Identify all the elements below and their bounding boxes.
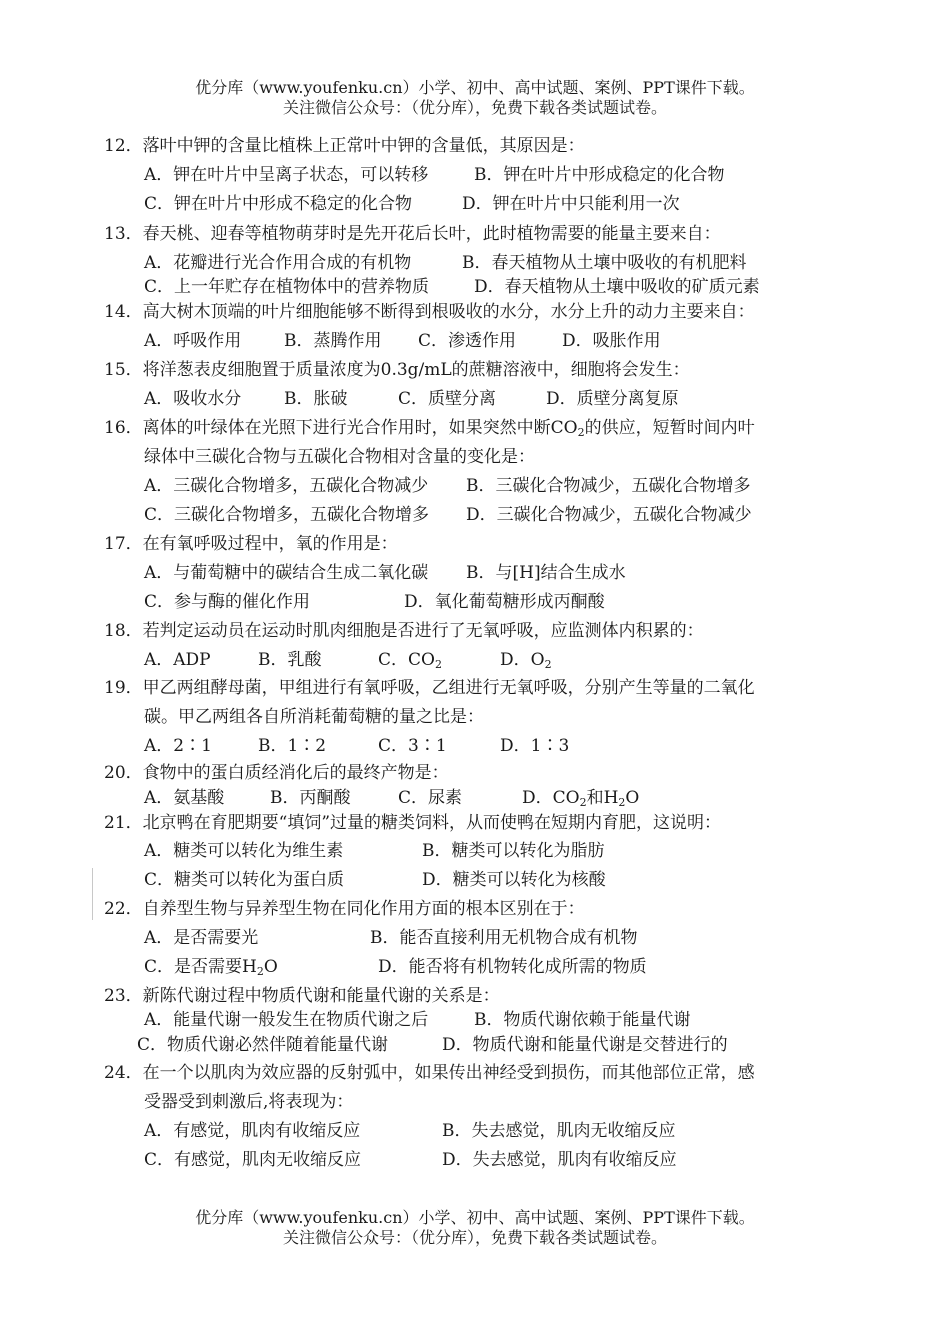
question-15-option-c: C．质壁分离 — [398, 389, 497, 409]
page-header — [0, 78, 950, 118]
question-15-option-d: D．质壁分离复原 — [546, 389, 679, 409]
question-14-option-a: A．呼吸作用 — [144, 331, 242, 351]
question-16-stem: 16．离体的叶绿体在光照下进行光合作用时，如果突然中断$CO_2$的供应，短暂时间内叶 — [104, 418, 755, 439]
question-21-option-a: A．糖类可以转化为维生素 — [144, 841, 344, 861]
question-20-option-b: B．丙酮酸 — [270, 788, 351, 808]
question-23-option-a: A．能量代谢一般发生在物质代谢之后 — [144, 1010, 429, 1030]
question-17-option-d: D．氧化葡萄糖形成丙酮酸 — [404, 592, 605, 612]
question-22-stem: 22．自养型生物与异养型生物在同化作用方面的根本区别在于： — [104, 899, 585, 919]
question-23-option-b: B．物质代谢依赖于能量代谢 — [474, 1010, 691, 1030]
question-13-option-b: B．春天植物从土壤中吸收的有机肥料 — [462, 253, 747, 273]
question-14-stem: 14．高大树木顶端的叶片细胞能够不断得到根吸收的水分，水分上升的动力主要来自： — [104, 302, 755, 322]
question-16-stem-cont: 绿体中三碳化合物与五碳化合物相对含量的变化是： — [144, 447, 535, 467]
question-24-option-d: D．失去感觉，肌肉有收缩反应 — [442, 1150, 677, 1170]
question-18-option-d: D．$O_2$ — [500, 650, 552, 671]
question-19-option-c: C．3∶1 — [378, 736, 447, 756]
question-19-option-d: D．1∶3 — [500, 736, 570, 756]
question-18-stem: 18．若判定运动员在运动时肌肉细胞是否进行了无氧呼吸，应监测体内积累的： — [104, 621, 704, 641]
question-19-stem: 19．甲乙两组酵母菌，甲组进行有氧呼吸，乙组进行无氧呼吸，分别产生等量的二氧化 — [104, 678, 755, 698]
question-18-option-b: B．乳酸 — [258, 650, 322, 670]
question-16-option-b: B．三碳化合物减少，五碳化合物增多 — [466, 476, 751, 496]
question-15-stem: 15．将洋葱表皮细胞置于质量浓度为0.3g/mL的蔗糖溶液中，细胞将会发生： — [104, 360, 690, 380]
question-24-stem-cont: 受器受到刺激后,将表现为： — [144, 1092, 354, 1112]
question-16-option-a: A．三碳化合物增多，五碳化合物减少 — [144, 476, 429, 496]
question-22-option-d: D．能否将有机物转化成所需的物质 — [378, 957, 647, 977]
question-16-option-d: D．三碳化合物减少，五碳化合物减少 — [466, 505, 752, 525]
question-21-option-c: C．糖类可以转化为蛋白质 — [144, 870, 345, 890]
header-line-1: 优分库（www.youfenku.cn）小学、初中、高中试题、案例、PPT课件下载。 — [195, 78, 755, 97]
question-24-option-b: B．失去感觉，肌肉无收缩反应 — [442, 1121, 676, 1141]
margin-line — [92, 868, 93, 920]
question-12-option-d: D．钾在叶片中只能利用一次 — [462, 194, 680, 214]
question-12-stem: 12．落叶中钾的含量比植株上正常叶中钾的含量低，其原因是： — [104, 136, 585, 156]
question-14-option-c: C．渗透作用 — [418, 331, 517, 351]
question-15-option-a: A．吸收水分 — [144, 389, 242, 409]
question-12-option-c: C．钾在叶片中形成不稳定的化合物 — [144, 194, 413, 214]
question-17-option-a: A．与葡萄糖中的碳结合生成二氧化碳 — [144, 563, 429, 583]
question-19-stem-cont: 碳。甲乙两组各自所消耗葡萄糖的量之比是： — [144, 707, 484, 727]
question-15-option-b: B．胀破 — [284, 389, 348, 409]
question-24-stem: 24．在一个以肌肉为效应器的反射弧中，如果传出神经受到损伤，而其他部位正常，感 — [104, 1063, 755, 1083]
question-12-option-b: B．钾在叶片中形成稳定的化合物 — [474, 165, 725, 185]
question-23-stem: 23．新陈代谢过程中物质代谢和能量代谢的关系是： — [104, 986, 500, 1006]
question-14-option-b: B．蒸腾作用 — [284, 331, 382, 351]
question-22-option-b: B．能否直接利用无机物合成有机物 — [370, 928, 638, 948]
page-footer — [0, 1208, 950, 1248]
question-20-option-a: A．氨基酸 — [144, 788, 225, 808]
question-17-stem: 17．在有氧呼吸过程中，氧的作用是： — [104, 534, 398, 554]
question-13-stem: 13．春天桃、迎春等植物萌芽时是先开花后长叶，此时植物需要的能量主要来自： — [104, 224, 721, 244]
footer-line-1: 优分库（www.youfenku.cn）小学、初中、高中试题、案例、PPT课件下载。 — [195, 1208, 755, 1227]
question-23-option-d: D．物质代谢和能量代谢是交替进行的 — [442, 1035, 728, 1055]
question-17-option-c: C．参与酶的催化作用 — [144, 592, 311, 612]
question-22-option-a: A．是否需要光 — [144, 928, 259, 948]
question-17-option-b: B．与[H]结合生成水 — [466, 563, 626, 583]
question-21-option-d: D．糖类可以转化为核酸 — [422, 870, 606, 890]
question-14-option-d: D．吸胀作用 — [562, 331, 661, 351]
question-23-option-c: C．物质代谢必然伴随着能量代谢 — [137, 1035, 389, 1055]
question-19-option-a: A．2∶1 — [144, 736, 212, 756]
question-13-option-c: C．上一年贮存在植物体中的营养物质 — [144, 277, 430, 297]
question-12-option-a: A．钾在叶片中呈离子状态，可以转移 — [144, 165, 429, 185]
question-22-option-c: C．是否需要$H_2O$ — [144, 957, 278, 978]
question-20-option-d: D．$CO_2$和$H_2O$ — [522, 788, 640, 809]
question-19-option-b: B．1∶2 — [258, 736, 327, 756]
question-13-option-d: D．春天植物从土壤中吸收的矿质元素 — [474, 277, 760, 297]
question-24-option-a: A．有感觉，肌肉有收缩反应 — [144, 1121, 361, 1141]
question-20-stem: 20．食物中的蛋白质经消化后的最终产物是： — [104, 763, 449, 783]
question-24-option-c: C．有感觉，肌肉无收缩反应 — [144, 1150, 362, 1170]
header-line-2: 关注微信公众号：（优分库），免费下载各类试题试卷。 — [282, 98, 667, 117]
question-21-option-b: B．糖类可以转化为脂肪 — [422, 841, 605, 861]
question-16-option-c: C．三碳化合物增多，五碳化合物增多 — [144, 505, 430, 525]
question-20-option-c: C．尿素 — [398, 788, 463, 808]
question-13-option-a: A．花瓣进行光合作用合成的有机物 — [144, 253, 412, 273]
footer-line-2: 关注微信公众号：（优分库），免费下载各类试题试卷。 — [282, 1228, 667, 1247]
question-18-option-a: A．ADP — [144, 650, 211, 670]
question-18-option-c: C．$CO_2$ — [378, 650, 442, 671]
question-21-stem: 21．北京鸭在育肥期要“填饲”过量的糖类饲料，从而使鸭在短期内育肥，这说明： — [104, 813, 722, 833]
